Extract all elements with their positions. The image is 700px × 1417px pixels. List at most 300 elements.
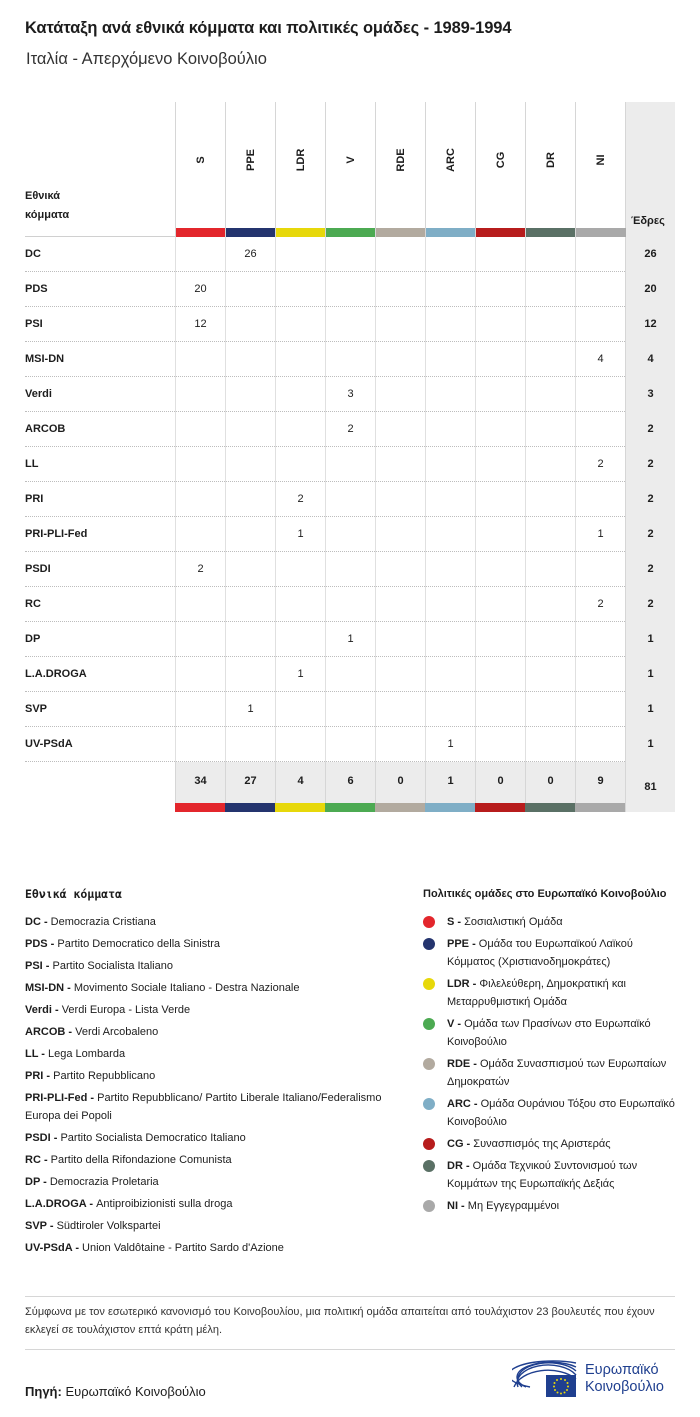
column-total-cell: 4 [275, 762, 325, 803]
seat-cell [475, 657, 525, 692]
seat-cell [175, 692, 225, 727]
party-legend-item [25, 1089, 385, 1125]
group-column-header [175, 102, 225, 237]
group-legend-item [423, 975, 683, 1011]
group-color-bar [326, 228, 376, 237]
row-total-cell: 2 [625, 412, 675, 447]
group-color-dot-icon [423, 916, 435, 928]
group-color-bar [275, 803, 325, 812]
seat-cell [525, 657, 575, 692]
page-subtitle: Ιταλία - Απερχόμενο Κοινοβούλιο [26, 50, 267, 68]
seat-cell [525, 482, 575, 517]
group-legend-code: ARC - [447, 1098, 481, 1110]
party-legend-name: Lega Lombarda [48, 1048, 126, 1060]
seat-cell [525, 237, 575, 272]
party-name: PDS [25, 283, 48, 295]
seat-cell [325, 237, 375, 272]
seat-cell [375, 552, 425, 587]
party-legend-name: Verdi Arcobaleno [75, 1026, 159, 1038]
seat-cell [425, 377, 475, 412]
table-row [25, 447, 675, 482]
seat-cell [425, 482, 475, 517]
seat-cell [575, 692, 625, 727]
seat-cell: 2 [575, 587, 625, 622]
group-code-label: LDR [294, 148, 307, 172]
row-total-cell: 1 [625, 727, 675, 762]
party-name: L.A.DROGA [25, 668, 87, 680]
seat-cell [575, 727, 625, 762]
seat-cell: 2 [275, 482, 325, 517]
row-total-cell: 2 [625, 552, 675, 587]
seat-cell [275, 622, 325, 657]
group-legend-code: NI - [447, 1200, 468, 1212]
seat-cell [525, 342, 575, 377]
source-line [25, 1384, 206, 1399]
group-legend-code: S - [447, 916, 465, 928]
party-legend-code: MSI-DN - [25, 982, 74, 994]
seat-cell [575, 237, 625, 272]
group-legend-item [423, 1197, 683, 1215]
group-legend-item [423, 1157, 683, 1193]
group-code-label: PPE [244, 148, 257, 172]
seat-cell [425, 447, 475, 482]
party-legend-item [25, 1217, 385, 1235]
totals-row [25, 762, 675, 812]
seat-cell [475, 587, 525, 622]
group-legend-code: LDR - [447, 978, 480, 990]
logo-text [585, 1362, 664, 1396]
group-column-header [525, 102, 575, 237]
seat-cell [575, 307, 625, 342]
group-color-bar [576, 228, 626, 237]
group-color-dot-icon [423, 1058, 435, 1070]
seat-cell [175, 657, 225, 692]
group-color-bar [526, 228, 576, 237]
column-total-cell: 0 [525, 762, 575, 803]
row-total-cell: 2 [625, 587, 675, 622]
seat-cell [225, 517, 275, 552]
group-column-header [325, 102, 375, 237]
group-code-label: RDE [394, 148, 407, 172]
group-column-header [275, 102, 325, 237]
party-legend-name: Partito Socialista Democratico Italiano [60, 1132, 246, 1144]
party-name: PSI [25, 318, 43, 330]
seat-cell [575, 482, 625, 517]
seat-cell [225, 552, 275, 587]
table-row [25, 272, 675, 307]
seat-cell [475, 727, 525, 762]
party-legend-item [25, 1195, 385, 1213]
seat-cell [525, 552, 575, 587]
group-color-bar [226, 228, 276, 237]
group-color-dot-icon [423, 938, 435, 950]
seat-cell [325, 342, 375, 377]
party-legend-item [25, 1045, 385, 1063]
seat-cell [325, 587, 375, 622]
group-legend-code: CG - [447, 1138, 474, 1150]
seat-cell [225, 447, 275, 482]
party-legend-code: SVP - [25, 1220, 57, 1232]
table-row [25, 482, 675, 517]
seat-cell: 1 [325, 622, 375, 657]
seat-cell [175, 412, 225, 447]
seat-cell: 1 [275, 517, 325, 552]
group-color-dot-icon [423, 978, 435, 990]
seat-cell: 1 [275, 657, 325, 692]
group-color-bar [476, 228, 526, 237]
group-color-bar [175, 803, 225, 812]
seat-cell [375, 272, 425, 307]
group-legend-code: RDE - [447, 1058, 480, 1070]
divider [25, 1296, 675, 1297]
group-legend-code: V - [447, 1018, 465, 1030]
group-color-dot-icon [423, 1098, 435, 1110]
group-code-label: S [194, 156, 207, 164]
seat-cell: 26 [225, 237, 275, 272]
party-legend-code: DC - [25, 916, 51, 928]
party-legend-code: ARCOB - [25, 1026, 76, 1038]
party-name: PSDI [25, 563, 51, 575]
source-label: Πηγή: [25, 1384, 62, 1399]
group-color-dot-icon [423, 1138, 435, 1150]
seat-cell [425, 587, 475, 622]
party-legend-code: DP - [25, 1176, 50, 1188]
group-legend-item [423, 1095, 683, 1131]
group-legend-name: Ομάδα των Πρασίνων στο Ευρωπαϊκό Κοινοβούλιο [447, 1018, 651, 1048]
seat-cell: 3 [325, 377, 375, 412]
party-name: DP [25, 633, 41, 645]
seat-cell [375, 412, 425, 447]
party-legend-name: Partito Socialista Italiano [52, 960, 173, 972]
party-name: SVP [25, 703, 48, 715]
column-total-cell: 1 [425, 762, 475, 803]
row-total-cell: 1 [625, 622, 675, 657]
seat-cell [475, 307, 525, 342]
seat-cell [425, 307, 475, 342]
group-color-bar [475, 803, 525, 812]
seat-cell [425, 412, 475, 447]
group-code-label: DR [544, 152, 557, 168]
party-legend-code: L.A.DROGA - [25, 1198, 97, 1210]
seat-cell [425, 342, 475, 377]
party-legend-item [25, 1001, 385, 1019]
party-legend-name: Südtiroler Volkspartei [56, 1220, 161, 1232]
party-legend-heading: Εθνικά κόμματα [25, 887, 122, 901]
seat-cell [275, 447, 325, 482]
seat-cell [475, 517, 525, 552]
seats-header-label: Έδρες [631, 215, 665, 227]
seat-cell [575, 552, 625, 587]
seat-cell [525, 447, 575, 482]
seat-cell [375, 657, 425, 692]
party-legend-item [25, 957, 385, 975]
party-legend-name: Union Valdôtaine - Partito Sardo d'Azione [82, 1242, 284, 1254]
group-code-label: NI [594, 154, 607, 166]
group-code-label: ARC [444, 148, 457, 172]
seat-cell [475, 342, 525, 377]
party-legend-item [25, 979, 385, 997]
table-row [25, 727, 675, 762]
seat-cell [375, 587, 425, 622]
seat-cell [525, 622, 575, 657]
party-name: UV-PSdA [25, 738, 73, 750]
seat-cell [575, 272, 625, 307]
seat-cell [375, 447, 425, 482]
seat-cell: 4 [575, 342, 625, 377]
table-row [25, 657, 675, 692]
table-body [25, 237, 675, 762]
logo-line-2: Κοινοβούλιο [585, 1379, 664, 1395]
table-row [25, 342, 675, 377]
source-value: Ευρωπαϊκό Κοινοβούλιο [65, 1384, 206, 1399]
seat-cell [225, 482, 275, 517]
party-legend-code: RC - [25, 1154, 51, 1166]
seat-cell [175, 482, 225, 517]
party-legend-code: LL - [25, 1048, 49, 1060]
seat-cell [225, 622, 275, 657]
group-color-bar [325, 803, 375, 812]
logo-line-1: Ευρωπαϊκό [585, 1362, 659, 1378]
seat-cell [475, 552, 525, 587]
group-legend-name: Μη Εγγεγραμμένοι [467, 1200, 560, 1212]
column-total-cell: 6 [325, 762, 375, 803]
group-color-dot-icon [423, 1200, 435, 1212]
group-code-label: CG [494, 151, 507, 169]
seat-cell: 1 [225, 692, 275, 727]
seat-cell [225, 342, 275, 377]
party-legend-item [25, 1173, 385, 1191]
party-legend-name: Partito Repubblicano [53, 1070, 156, 1082]
party-legend-code: PSI - [25, 960, 53, 972]
seat-cell [475, 272, 525, 307]
seat-cell [275, 727, 325, 762]
party-name: PRI-PLI-Fed [25, 528, 88, 540]
table-row [25, 412, 675, 447]
group-legend-name: Σοσιαλιστική Ομάδα [464, 916, 563, 928]
seat-cell [325, 447, 375, 482]
party-legend-name: Antiproibizionisti sulla droga [96, 1198, 233, 1210]
table-row [25, 587, 675, 622]
group-color-bar [426, 228, 476, 237]
seat-cell [225, 727, 275, 762]
seat-cell: 2 [575, 447, 625, 482]
group-legend-name: Ομάδα του Ευρωπαϊκού Λαϊκού Κόμματος (Χριστιανοδημοκράτες) [447, 938, 633, 968]
seat-cell [425, 517, 475, 552]
seat-cell [525, 377, 575, 412]
table-row [25, 517, 675, 552]
seat-cell: 12 [175, 307, 225, 342]
seat-cell [475, 237, 525, 272]
group-legend-name: Ομάδα Ουράνιου Τόξου στο Ευρωπαϊκό Κοινοβούλιο [447, 1098, 675, 1128]
table-row [25, 552, 675, 587]
row-total-cell: 2 [625, 517, 675, 552]
seat-cell: 1 [425, 727, 475, 762]
group-color-bar [575, 803, 625, 812]
seat-cell [375, 727, 425, 762]
seat-cell [325, 657, 375, 692]
party-legend-item [25, 1023, 385, 1041]
group-legend-name: Φιλελεύθερη, Δημοκρατική και Μεταρρυθμιστική Ομάδα [447, 978, 627, 1008]
seat-cell [175, 342, 225, 377]
party-legend-name: Verdi Europa - Lista Verde [61, 1004, 191, 1016]
row-total-cell: 4 [625, 342, 675, 377]
group-legend-item [423, 913, 683, 931]
seat-cell: 1 [575, 517, 625, 552]
party-legend-item [25, 1151, 385, 1169]
seat-cell [575, 657, 625, 692]
seat-cell [425, 237, 475, 272]
party-legend-item [25, 1067, 385, 1085]
group-legend-code: DR - [447, 1160, 473, 1172]
party-legend-name: Partito Repubblicano/ Partito Liberale Italiano/Federalismo Europa dei Popoli [25, 1092, 382, 1122]
row-header-label: Εθνικά κόμματα [25, 190, 70, 221]
group-legend-item [423, 1135, 683, 1153]
seat-cell [475, 622, 525, 657]
seat-cell: 2 [175, 552, 225, 587]
group-color-bar [276, 228, 326, 237]
seat-cell [325, 552, 375, 587]
seat-cell [475, 447, 525, 482]
group-color-dot-icon [423, 1018, 435, 1030]
seat-cell [575, 412, 625, 447]
seat-cell [375, 342, 425, 377]
party-legend-name: Democrazia Cristiana [50, 916, 156, 928]
seat-cell [425, 692, 475, 727]
seat-cell [225, 412, 275, 447]
seat-cell [175, 377, 225, 412]
group-legend-name: Ομάδα Συνασπισμού των Ευρωπαίων Δημοκρατών [447, 1058, 667, 1088]
party-name: DC [25, 248, 41, 260]
group-legend-code: PPE - [447, 938, 479, 950]
seat-cell [525, 692, 575, 727]
table-row [25, 307, 675, 342]
seat-cell [225, 587, 275, 622]
party-legend-code: PRI-PLI-Fed - [25, 1092, 98, 1104]
group-color-bar [376, 228, 426, 237]
seat-cell [275, 237, 325, 272]
row-total-cell: 2 [625, 482, 675, 517]
table-row [25, 377, 675, 412]
seat-cell [525, 307, 575, 342]
seats-column-header [625, 102, 675, 237]
seat-cell [425, 657, 475, 692]
row-total-cell: 1 [625, 657, 675, 692]
seat-cell [325, 482, 375, 517]
party-name: ARCOB [25, 423, 66, 435]
group-column-header [575, 102, 625, 237]
seat-cell [475, 692, 525, 727]
party-name: MSI-DN [25, 353, 65, 365]
seat-cell [225, 377, 275, 412]
table-row [25, 692, 675, 727]
group-color-bar [375, 803, 425, 812]
group-legend-item [423, 1055, 683, 1091]
seat-cell [525, 517, 575, 552]
seat-cell [425, 552, 475, 587]
table-row [25, 237, 675, 272]
group-color-bar [176, 228, 226, 237]
party-legend-code: PSDI - [25, 1132, 61, 1144]
page-title: Κατάταξη ανά εθνικά κόμματα και πολιτικές ομάδες - 1989-1994 [25, 19, 512, 37]
seat-cell [325, 517, 375, 552]
seat-cell [375, 692, 425, 727]
seat-cell [275, 692, 325, 727]
seat-cell: 2 [325, 412, 375, 447]
party-legend-name: Partito della Rifondazione Comunista [50, 1154, 232, 1166]
row-total-cell: 12 [625, 307, 675, 342]
column-total-cell: 9 [575, 762, 625, 803]
seat-cell [475, 482, 525, 517]
seat-cell [275, 307, 325, 342]
group-legend-item [423, 1015, 683, 1051]
seat-cell [475, 412, 525, 447]
party-legend-name: Movimento Sociale Italiano - Destra Nazionale [73, 982, 300, 994]
seat-cell [575, 622, 625, 657]
seat-cell [275, 552, 325, 587]
party-legend-item [25, 1129, 385, 1147]
seat-cell [525, 272, 575, 307]
seat-cell [525, 727, 575, 762]
seat-cell [175, 237, 225, 272]
seat-cell [375, 622, 425, 657]
table-header [25, 102, 675, 237]
seat-cell [275, 377, 325, 412]
seat-cell [575, 377, 625, 412]
group-legend [423, 887, 683, 1219]
row-total-cell: 26 [625, 237, 675, 272]
grand-total-cell: 81 [625, 762, 675, 812]
seat-cell [175, 727, 225, 762]
group-color-dot-icon [423, 1160, 435, 1172]
seat-cell [375, 482, 425, 517]
seat-cell [175, 447, 225, 482]
seat-cell [425, 622, 475, 657]
seat-cell [275, 412, 325, 447]
seat-cell [375, 307, 425, 342]
seat-cell [225, 307, 275, 342]
seat-cell [275, 342, 325, 377]
row-total-cell: 20 [625, 272, 675, 307]
seat-cell [325, 727, 375, 762]
group-color-bar [525, 803, 575, 812]
seat-cell [275, 587, 325, 622]
seat-cell [225, 657, 275, 692]
party-legend [25, 887, 385, 1261]
column-total-cell: 27 [225, 762, 275, 803]
party-legend-code: PRI - [25, 1070, 54, 1082]
group-legend-name: Συνασπισμός της Αριστεράς [473, 1138, 611, 1150]
seat-cell [525, 412, 575, 447]
seat-cell [325, 692, 375, 727]
seat-cell [175, 622, 225, 657]
party-legend-item [25, 913, 385, 931]
table-row [25, 622, 675, 657]
party-legend-code: PDS - [25, 938, 58, 950]
seat-cell [175, 517, 225, 552]
party-name: LL [25, 458, 39, 470]
group-column-header [425, 102, 475, 237]
seat-cell [375, 377, 425, 412]
seats-table [25, 102, 675, 812]
seat-cell: 20 [175, 272, 225, 307]
party-legend-item [25, 935, 385, 953]
party-legend-code: UV-PSdA - [25, 1242, 83, 1254]
group-column-header [375, 102, 425, 237]
party-legend-item [25, 1239, 385, 1257]
divider [25, 1349, 675, 1350]
footnote: Σύμφωνα με τον εσωτερικό κανονισμό του Κοινοβουλίου, μια πολιτική ομάδα απαιτείται από τουλάχιστον 23 βουλευτές που έχουν εκλεγεί σε τουλάχιστον επτά κράτη μέλη. [25, 1306, 655, 1336]
seat-cell [425, 272, 475, 307]
